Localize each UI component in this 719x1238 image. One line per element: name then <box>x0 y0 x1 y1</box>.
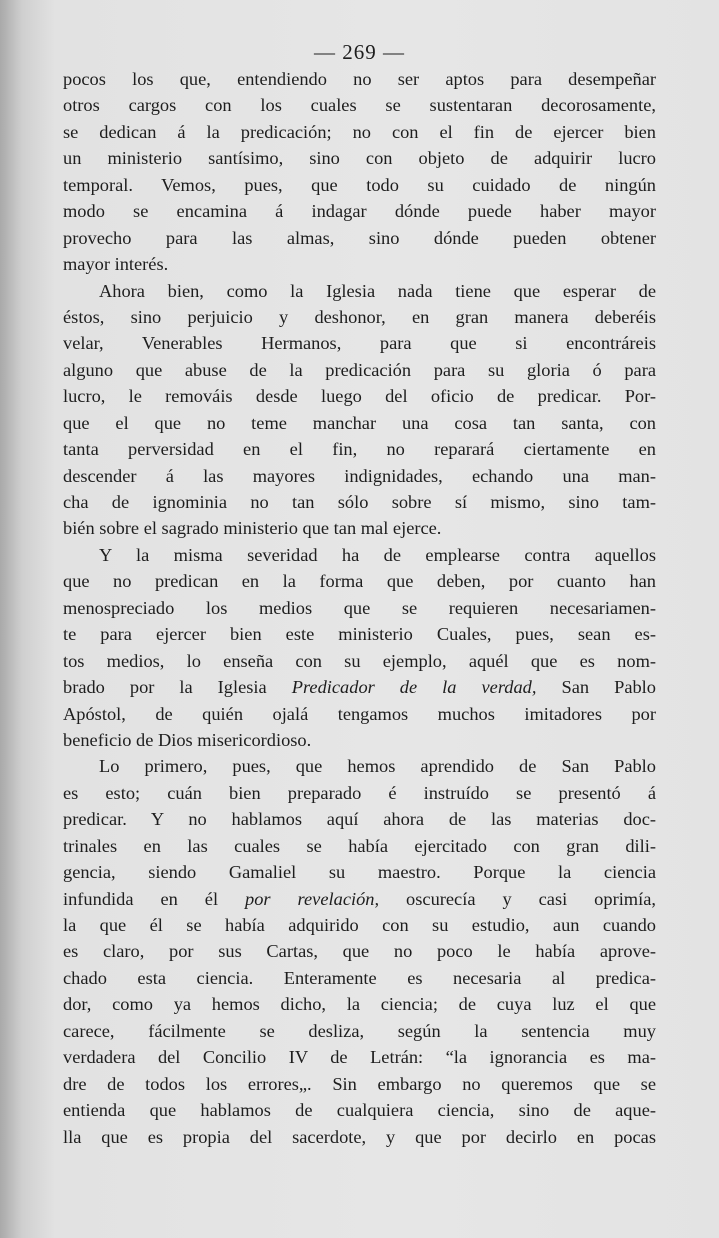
text-line: Lo primero, pues, que hemos aprendido de San Pablo <box>99 756 656 777</box>
text-line <box>63 886 656 912</box>
text-run: oscurecía y casi oprimía, <box>379 888 656 909</box>
text-line: Y la misma severidad ha de emplearse contra aquellos <box>99 544 656 565</box>
text-run: San Pablo <box>536 677 656 698</box>
text-line: velar, Venerables Hermanos, para que si encontráreis <box>63 333 656 354</box>
text-run: brado por la Iglesia <box>63 677 292 698</box>
text-line: provecho para las almas, sino dónde pueden obtener <box>63 227 656 248</box>
text-line: mayor interés. <box>63 254 169 275</box>
text-line: temporal. Vemos, pues, que todo su cuidado de ningún <box>63 174 656 195</box>
text-line: un ministerio santísimo, sino con objeto de adquirir lucro <box>63 148 656 169</box>
italic-phrase: por revelación, <box>245 888 380 909</box>
text-line: tanta perversidad en el fin, no reparará ciertamente en <box>63 439 656 460</box>
text-line: Ahora bien, como la Iglesia nada tiene que esperar de <box>99 280 656 301</box>
page-number: — 269 — <box>314 40 405 64</box>
text-line: éstos, sino perjuicio y deshonor, en gran manera deberéis <box>63 306 656 327</box>
text-line: Apóstol, de quién ojalá tengamos muchos imitadores por <box>63 703 656 724</box>
text-line: alguno que abuse de la predicación para su gloria ó para <box>63 359 656 380</box>
text-line: es esto; cuán bien preparado é instruído se presentó á <box>63 782 656 803</box>
text-line: es claro, por sus Cartas, que no poco le había aprove- <box>63 941 656 962</box>
text-line: chado esta ciencia. Enteramente es necesaria al predica- <box>63 967 656 988</box>
text-line: que no predican en la forma que deben, por cuanto han <box>63 571 656 592</box>
text-line: te para ejercer bien este ministerio Cuales, pues, sean es- <box>63 624 656 645</box>
text-line: otros cargos con los cuales se sustentaran decorosamente, <box>63 95 656 116</box>
text-line: bién sobre el sagrado ministerio que tan mal ejerce. <box>63 518 442 539</box>
text-line: verdadera del Concilio IV de Letrán: “la ignorancia es ma- <box>63 1047 656 1068</box>
text-line: beneficio de Dios misericordioso. <box>63 729 312 750</box>
text-line: dre de todos los errores„. Sin embargo no queremos que se <box>63 1073 656 1094</box>
text-line: cha de ignominia no tan sólo sobre sí mismo, sino tam- <box>63 492 656 512</box>
text-line: predicar. Y no hablamos aquí ahora de las materias doc- <box>63 809 656 830</box>
text-line: menospreciado los medios que se requieren necesariamen- <box>63 597 656 618</box>
italic-title: Predicador de la verdad, <box>291 677 537 698</box>
text-line <box>63 674 656 700</box>
text-line: gencia, siendo Gamaliel su maestro. Porque la ciencia <box>63 862 656 883</box>
body-text <box>63 66 656 1150</box>
text-line: descender á las mayores indignidades, echando una man- <box>63 465 656 486</box>
text-line: tos medios, lo enseña con su ejemplo, aquél que es nom- <box>63 650 656 671</box>
text-line: la que él se había adquirido con su estudio, aun cuando <box>63 915 656 935</box>
text-line: lucro, le remováis desde luego del oficio de predicar. Por- <box>63 386 656 407</box>
text-line: pocos los que, entendiendo no ser aptos para desempeñar <box>63 69 656 89</box>
text-line: entienda que hablamos de cualquiera ciencia, sino de aque- <box>63 1100 656 1121</box>
text-line: lla que es propia del sacerdote, y que por decirlo en pocas <box>63 1126 656 1147</box>
text-line: dor, como ya hemos dicho, la ciencia; de cuya luz el que <box>63 994 656 1015</box>
text-line: carece, fácilmente se desliza, según la sentencia muy <box>63 1020 656 1041</box>
text-line: modo se encamina á indagar dónde puede haber mayor <box>63 201 656 222</box>
text-line: que el que no teme manchar una cosa tan santa, con <box>63 412 656 433</box>
text-line: trinales en las cuales se había ejercitado con gran dili- <box>63 835 656 856</box>
text-run: infundida en él <box>63 888 246 909</box>
text-line: se dedican á la predicación; no con el fin de ejercer bien <box>63 121 656 142</box>
